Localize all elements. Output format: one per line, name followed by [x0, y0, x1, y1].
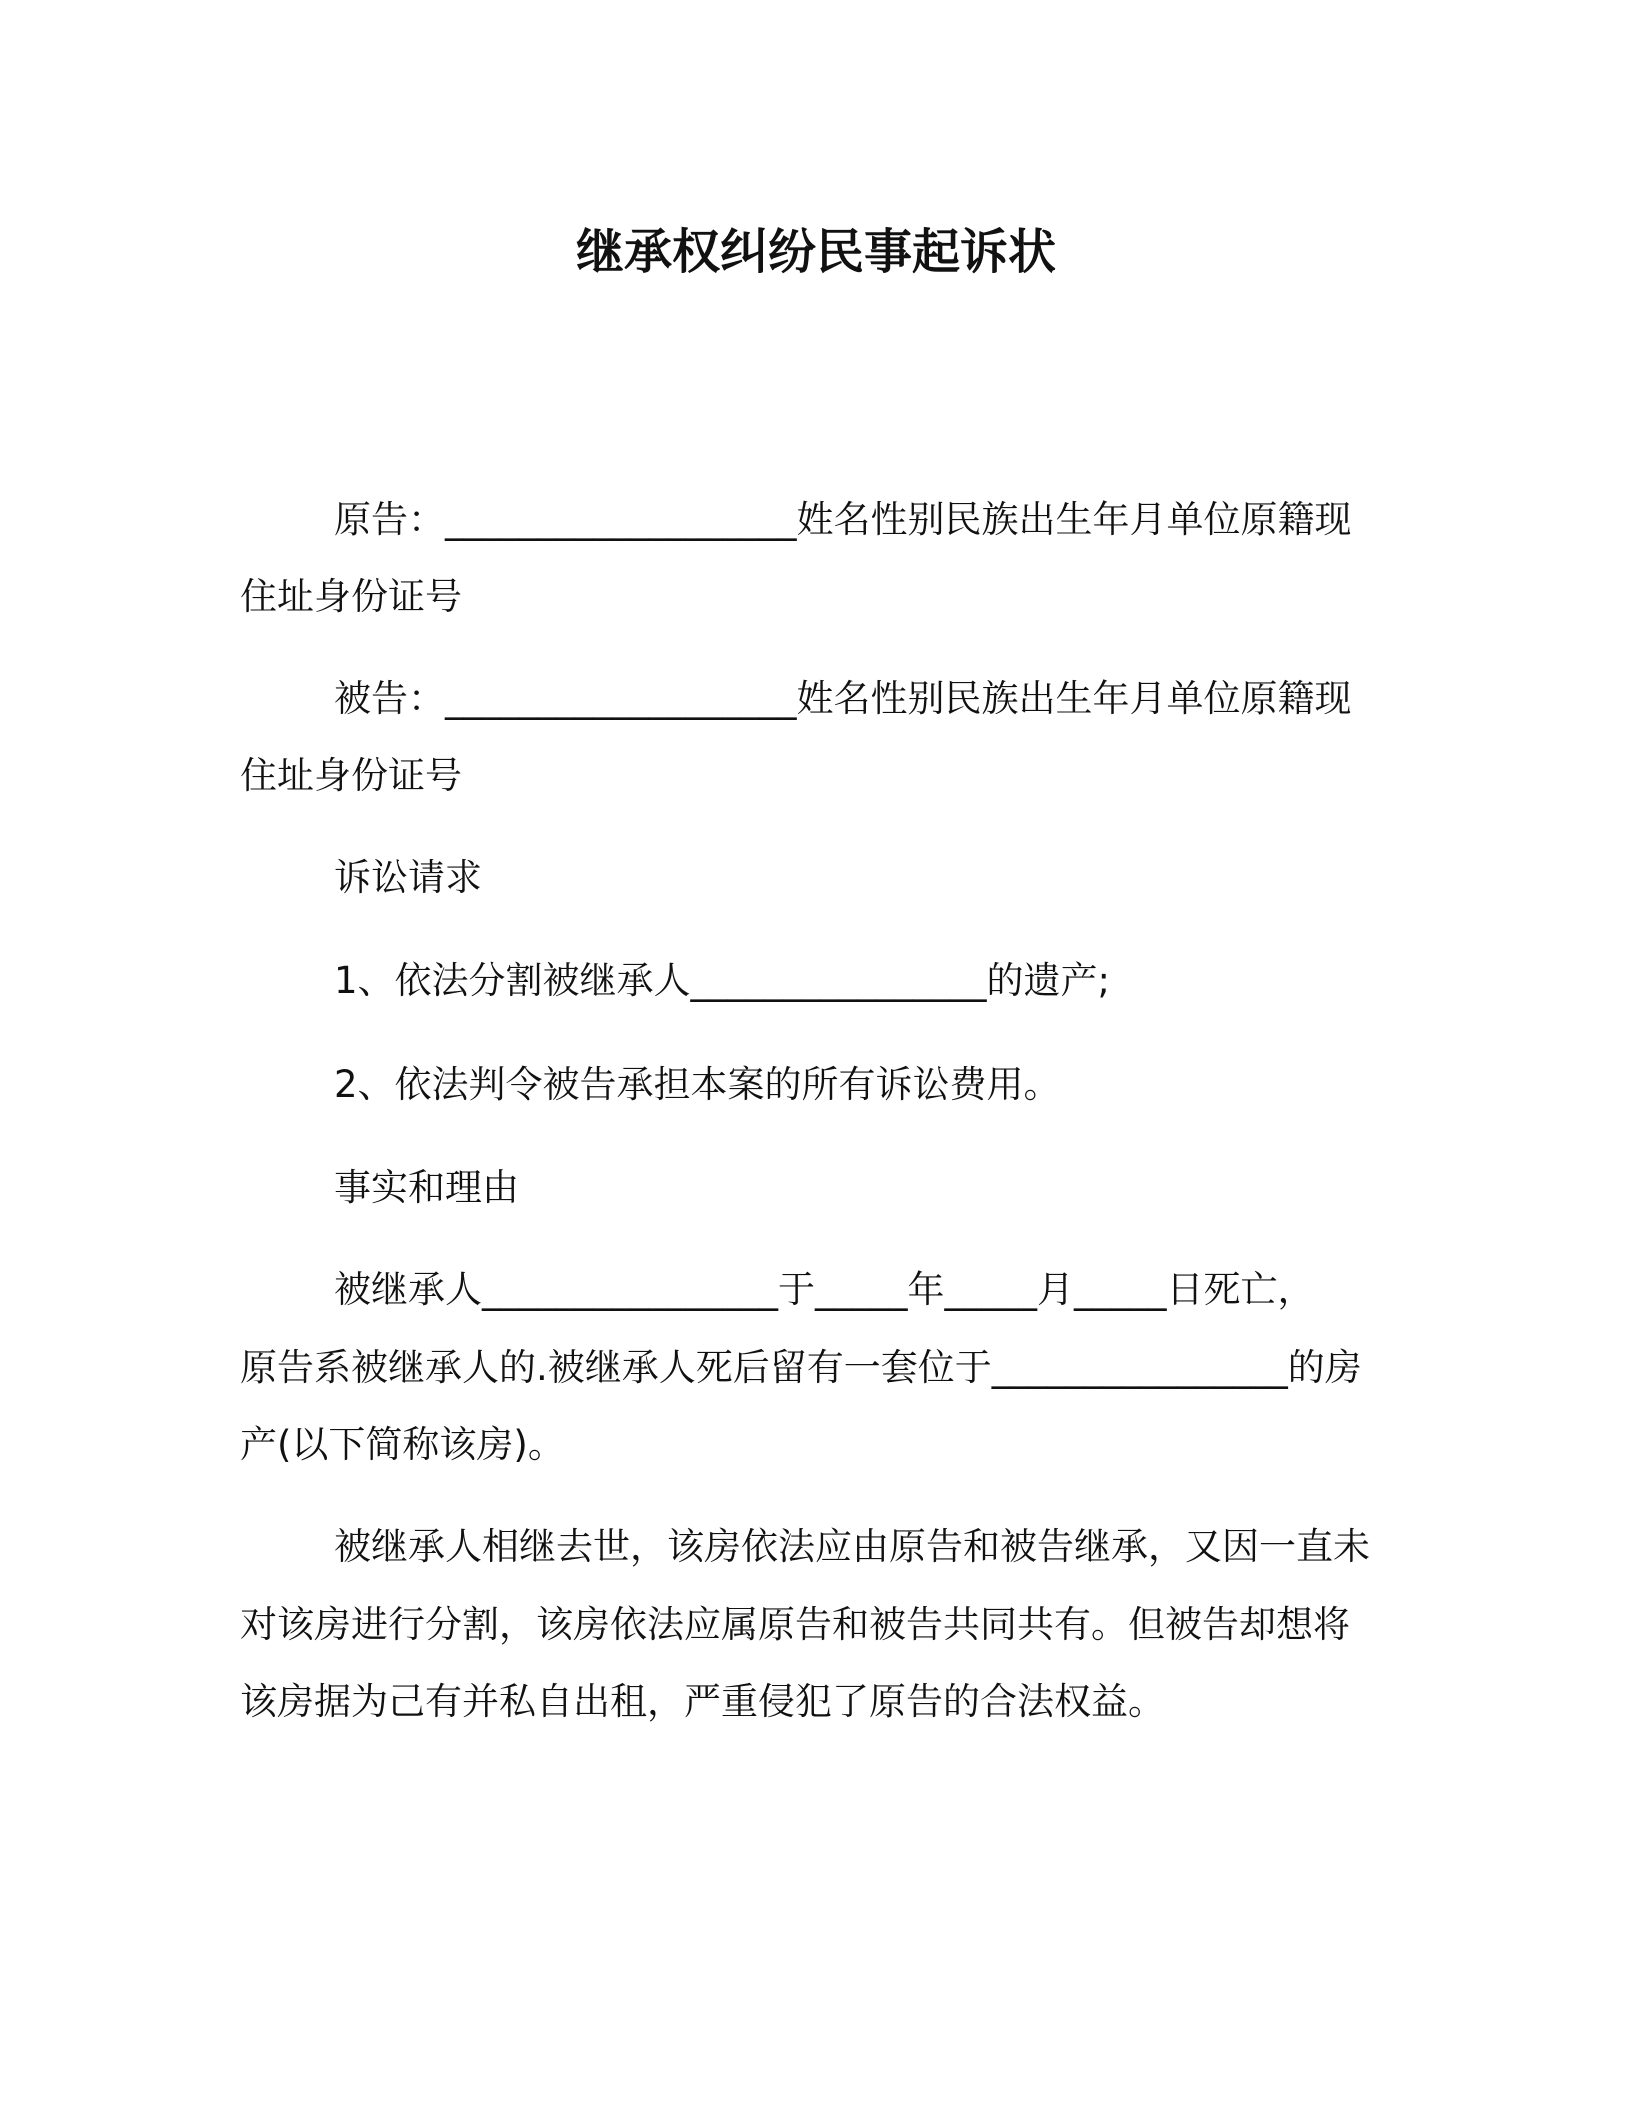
document-title: 继承权纠纷民事起诉状 — [575, 224, 1056, 280]
claim-item-1: 1、依法分割被继承人________________的遗产; — [334, 959, 1111, 1002]
facts-paragraph-1-line-1: 被继承人________________于_____年_____月_____日死亡， — [334, 1268, 1315, 1311]
facts-paragraph-2-line-1: 被继承人相继去世，该房依法应由原告和被告继承，又因一直未 — [334, 1525, 1370, 1568]
facts-heading: 事实和理由 — [334, 1166, 519, 1209]
facts-paragraph-1-line-2: 原告系被继承人的.被继承人死后留有一套位于________________的房 — [240, 1346, 1362, 1389]
facts-paragraph-2-line-3: 该房据为己有并私自出租，严重侵犯了原告的合法权益。 — [240, 1680, 1165, 1723]
facts-paragraph-1-line-3: 产(以下简称该房)。 — [240, 1423, 565, 1466]
plaintiff-line: 原告：___________________姓名性别民族出生年月单位原籍现 — [334, 498, 1352, 541]
claim-item-2: 2、依法判令被告承担本案的所有诉讼费用。 — [334, 1063, 1061, 1106]
defendant-line-cont: 住址身份证号 — [240, 754, 462, 797]
facts-paragraph-2-line-2: 对该房进行分割，该房依法应属原告和被告共同共有。但被告却想将 — [240, 1603, 1350, 1646]
claims-heading: 诉讼请求 — [334, 856, 482, 899]
defendant-line: 被告：___________________姓名性别民族出生年月单位原籍现 — [334, 677, 1352, 720]
plaintiff-line-cont: 住址身份证号 — [240, 575, 462, 618]
